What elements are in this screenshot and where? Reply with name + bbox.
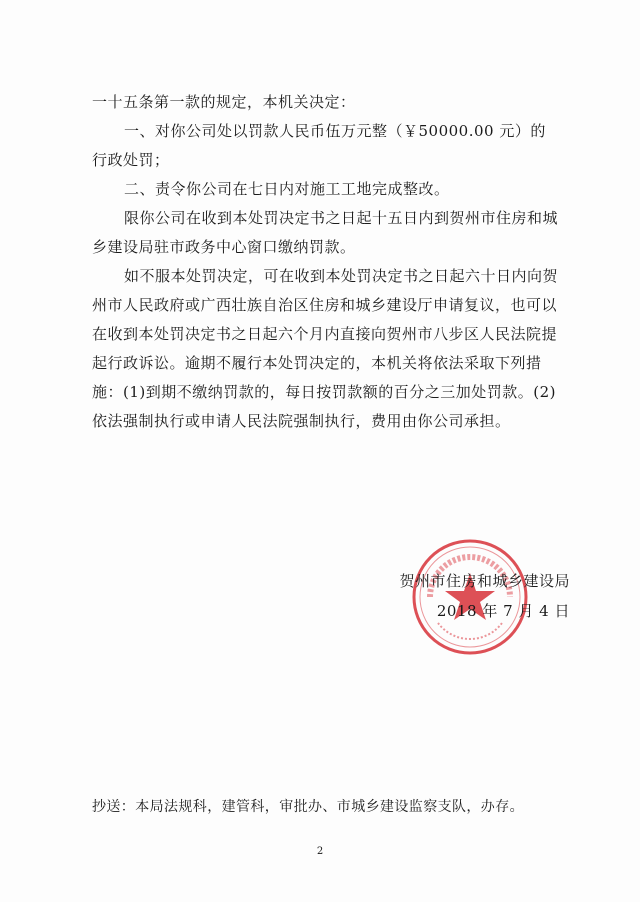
issuing-authority: 贺州市住房和城乡建设局 xyxy=(399,572,570,590)
signature-block xyxy=(370,566,570,626)
paragraph-appeal-rights: 如不服本处罚决定，可在收到本处罚决定书之日起六十日内向贺州市人民政府或广西壮族自治区住房和城乡建设厅申请复议，也可以在收到本处罚决定书之日起六个月内直接向贺州市八步区人民法院提起行政诉讼。逾期不履行本处罚决定的，本机关将依法采取下列措施：(1)到期不缴纳罚款的，每日按罚款额的百分之三加处罚款。(2)依法强制执行或申请人民法院强制执行，费用由你公司承担。 xyxy=(92,267,559,430)
paragraph-payment-deadline: 限你公司在收到本处罚决定书之日起十五日内到贺州市住房和城乡建设局驻市政务中心窗口缴纳罚款。 xyxy=(92,209,559,256)
paragraph-rectification: 二、责令你公司在七日内对施工工地完成整改。 xyxy=(124,180,450,198)
paragraph-penalty-fine: 一、对你公司处以罚款人民币伍万元整（￥50000.00 元）的行政处罚； xyxy=(92,122,546,169)
document-body xyxy=(92,88,560,436)
carbon-copy-line: 抄送：本局法规科，建管科，审批办、市城乡建设监察支队，办存。 xyxy=(92,799,524,815)
paragraph-continuation: 一十五条第一款的规定，本机关决定： xyxy=(92,93,356,111)
issue-date: 2018 年 7 月 4 日 xyxy=(436,602,570,620)
page-number: 2 xyxy=(316,846,324,857)
